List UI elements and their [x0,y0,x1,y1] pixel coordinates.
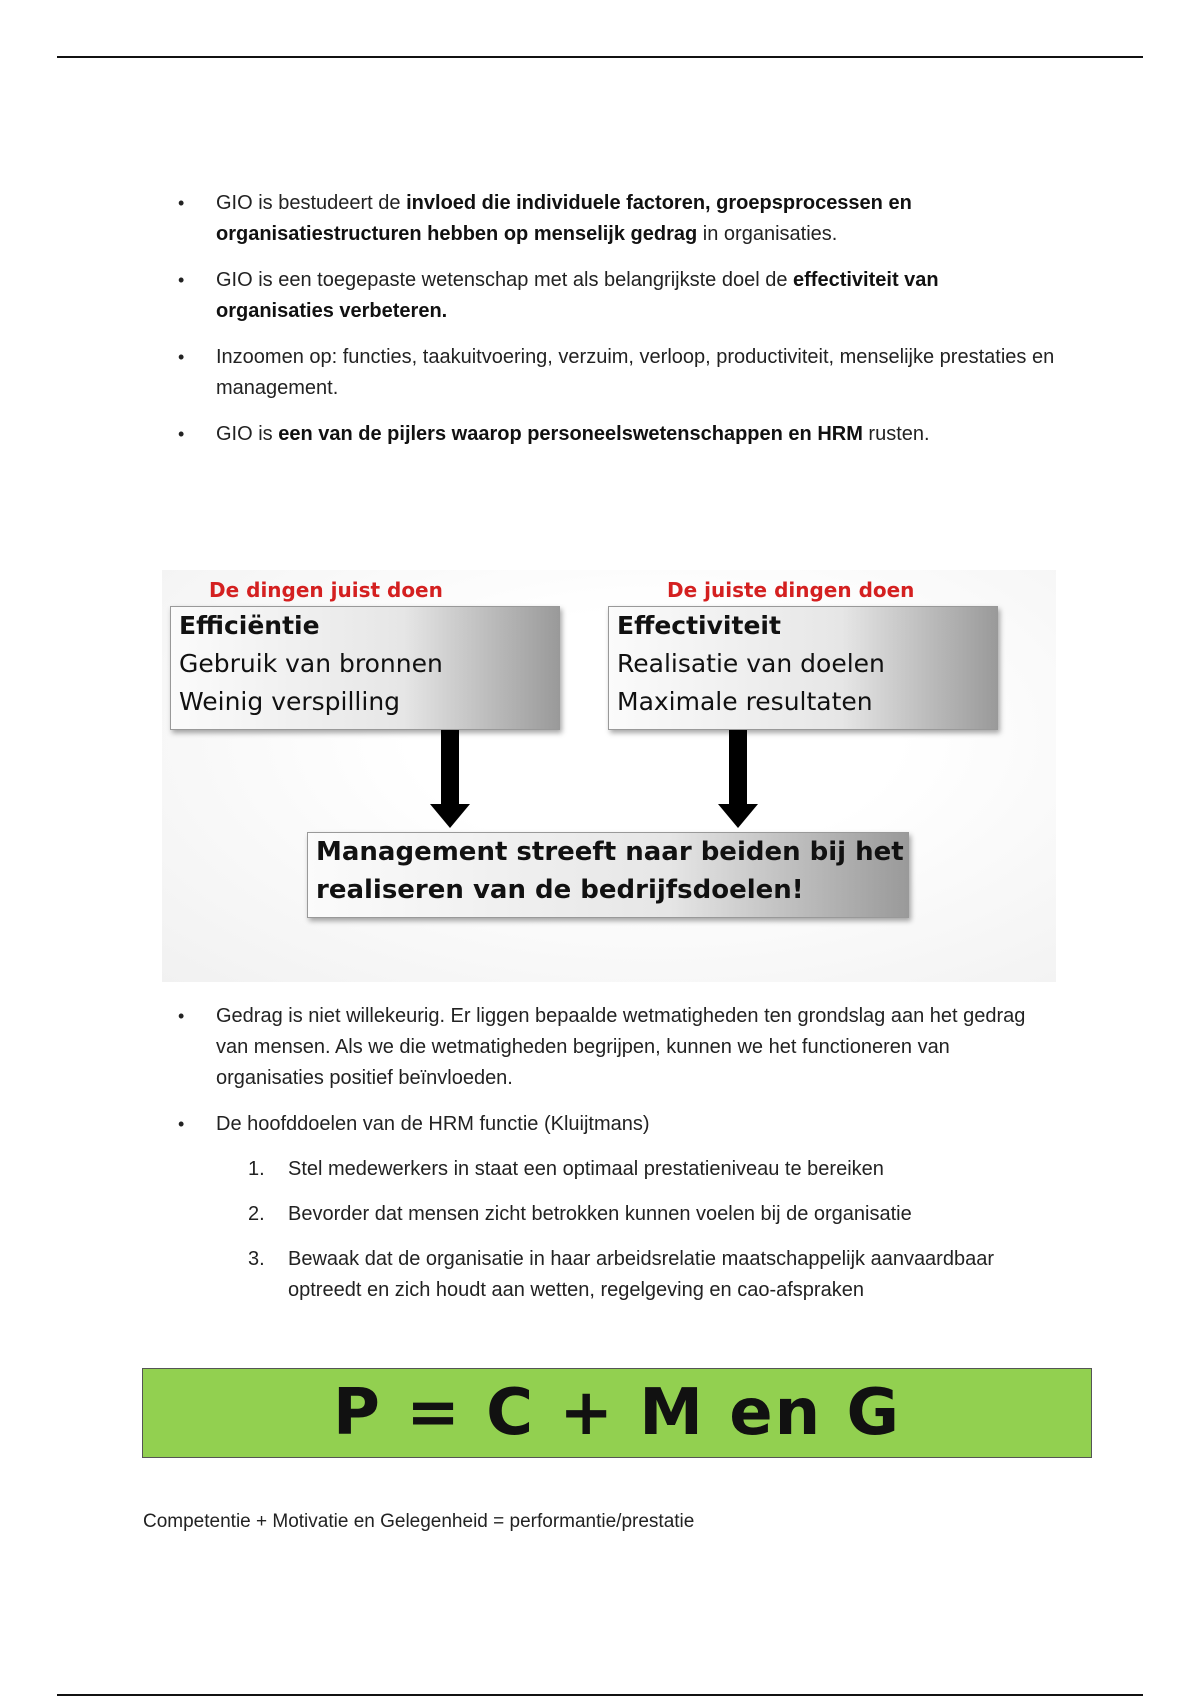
management-line: realiseren van de bedrijfsdoelen! [316,875,804,905]
effectiveness-line: Realisatie van doelen [617,649,885,678]
intro-bullet-list [176,188,1056,465]
down-arrow-icon [718,730,758,830]
bullet-item: • GIO is een toegepaste wetenschap met als belangrijkste doel de effectiviteit van organisaties verbeteren. [176,265,1056,327]
numbered-item: 2. Bevorder dat mensen zicht betrokken kunnen voelen bij de organisatie [248,1203,912,1225]
effectiveness-line: Maximale resultaten [617,687,873,716]
formula-text: P = C + M en G [333,1376,901,1450]
bullet-text: De hoofddoelen van de HRM functie (Kluijtmans) [216,1113,650,1135]
bullet-item [176,1109,1056,1306]
bottom-rule [57,1694,1143,1696]
efficiency-box [170,606,560,730]
bullet-item: • Inzoomen op: functies, taakuitvoering, verzuim, verloop, productiviteit, menselijke prestaties en management. [176,342,1056,404]
bullet-item: • GIO is bestudeert de invloed die individuele factoren, groepsprocessen en organisatiestructuren hebben op menselijk gedrag in organisaties. [176,188,1056,250]
numbered-item: 3. Bewaak dat de organisatie in haar arbeidsrelatie maatschappelijk aanvaardbaar optreedt en zich houdt aan wetten, regelgeving en cao-afspraken [248,1248,994,1301]
management-line: Management streeft naar beiden bij het [316,837,904,867]
efficiency-heading: Efficiëntie [179,611,320,640]
efficiency-line: Gebruik van bronnen [179,649,443,678]
efficiency-line: Weinig verspilling [179,687,401,716]
effectiveness-box [608,606,998,730]
formula-caption: Competentie + Motivatie en Gelegenheid = performantie/prestatie [143,1511,695,1532]
top-rule [57,56,1143,58]
down-arrow-icon [430,730,470,830]
efficiency-effectiveness-diagram [162,570,1056,982]
right-label: De juiste dingen doen [667,578,915,602]
formula-banner [142,1368,1092,1458]
bullet-item: • Gedrag is niet willekeurig. Er liggen bepaalde wetmatigheden ten grondslag aan het gedrag van mensen. Als we die wetmatigheden begrijpen, kunnen we het functioneren van organisaties positief beïnvloeden. [176,1001,1056,1094]
numbered-item: 1. Stel medewerkers in staat een optimaal prestatieniveau te bereiken [248,1158,884,1180]
hrm-goals-list [248,1154,1056,1306]
left-label: De dingen juist doen [209,578,443,602]
management-box [307,832,909,918]
bullet-item: • GIO is een van de pijlers waarop personeelswetenschappen en HRM rusten. [176,419,1056,450]
hrm-bullet-list [176,1001,1056,1321]
effectiveness-heading: Effectiviteit [617,611,781,640]
